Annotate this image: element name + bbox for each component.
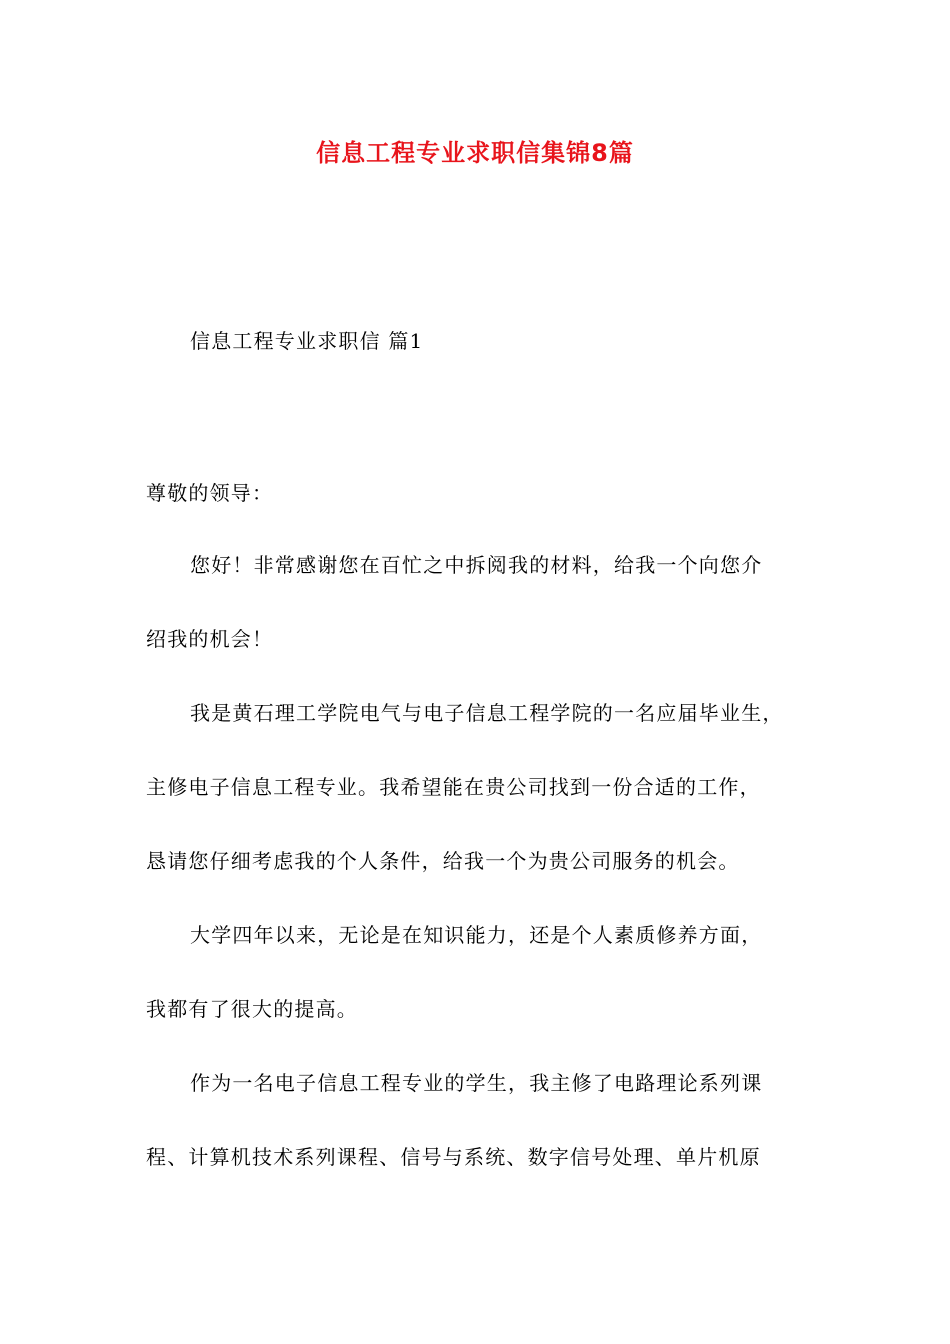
salutation: 尊敬的领导： xyxy=(146,481,274,505)
body-line: 您好！非常感谢您在百忙之中拆阅我的材料，给我一个向您介 xyxy=(190,553,763,577)
body-line: 我都有了很大的提高。 xyxy=(146,997,358,1021)
body-line: 大学四年以来，无论是在知识能力，还是个人素质修养方面， xyxy=(190,923,763,947)
document-title: 信息工程专业求职信集锦8篇 xyxy=(316,139,634,167)
body-line: 主修电子信息工程专业。我希望能在贵公司找到一份合适的工作， xyxy=(146,775,761,799)
body-line: 恳请您仔细考虑我的个人条件，给我一个为贵公司服务的机会。 xyxy=(146,849,740,873)
body-line: 作为一名电子信息工程专业的学生，我主修了电路理论系列课 xyxy=(190,1071,763,1095)
body-line: 我是黄石理工学院电气与电子信息工程学院的一名应届毕业生， xyxy=(190,701,784,725)
section-heading: 信息工程专业求职信 篇1 xyxy=(190,329,424,353)
body-line: 程、计算机技术系列课程、信号与系统、数字信号处理、单片机原 xyxy=(146,1145,761,1169)
body-line: 绍我的机会！ xyxy=(146,627,274,651)
